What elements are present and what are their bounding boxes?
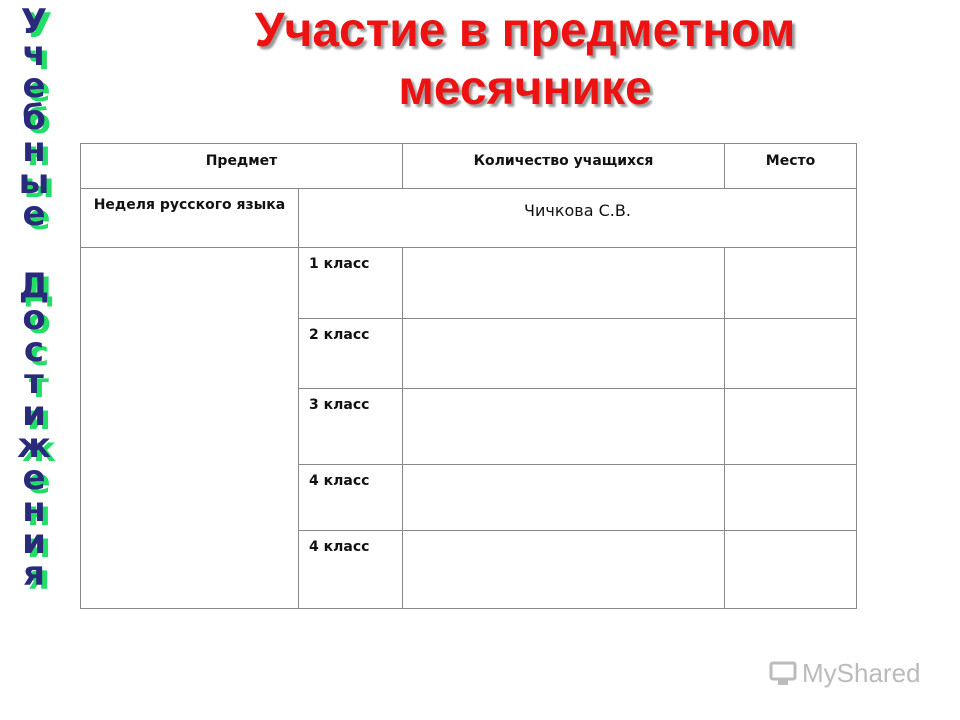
side-letter: о <box>22 298 46 338</box>
empty-cell <box>81 248 299 609</box>
side-letter: е <box>22 194 46 234</box>
shared-logo-icon <box>768 660 798 688</box>
side-letter: б <box>22 98 46 138</box>
side-letter: ы <box>18 162 50 202</box>
class-cell: 3 класс <box>299 389 403 465</box>
count-cell <box>403 465 725 531</box>
side-letter: т <box>24 362 44 402</box>
class-cell: 4 класс <box>299 465 403 531</box>
side-letter: н <box>22 490 46 530</box>
watermark-logo <box>768 658 921 689</box>
side-letter: и <box>22 522 46 562</box>
place-cell <box>725 248 857 319</box>
class-cell: 1 класс <box>299 248 403 319</box>
table-row <box>81 189 857 248</box>
header-place: Место <box>725 144 857 189</box>
teacher-cell: Чичкова С.В. <box>299 189 857 248</box>
side-letter: е <box>22 66 46 106</box>
count-cell <box>403 531 725 609</box>
results-table <box>80 143 857 609</box>
count-cell <box>403 319 725 389</box>
side-letter: У <box>20 2 48 42</box>
place-cell <box>725 389 857 465</box>
place-cell <box>725 531 857 609</box>
side-letter: я <box>23 554 45 594</box>
table-row <box>81 248 857 319</box>
side-letter: Д <box>18 266 50 306</box>
vertical-title <box>4 2 64 594</box>
side-letter: ч <box>22 34 46 74</box>
count-cell <box>403 389 725 465</box>
class-cell: 2 класс <box>299 319 403 389</box>
place-cell <box>725 465 857 531</box>
side-letter: и <box>22 394 46 434</box>
page-title: Участие в предметном месячнике <box>254 4 796 115</box>
side-letter: е <box>22 458 46 498</box>
side-letter: с <box>23 330 45 370</box>
side-letter: н <box>22 130 46 170</box>
watermark-text: MyShared <box>802 658 921 688</box>
header-subject: Предмет <box>81 144 403 189</box>
count-cell <box>403 248 725 319</box>
class-cell: 4 класс <box>299 531 403 609</box>
subject-cell: Неделя русского языка <box>81 189 299 248</box>
place-cell <box>725 319 857 389</box>
side-letter: ж <box>17 426 51 466</box>
header-row <box>81 144 857 189</box>
header-count: Количество учащихся <box>403 144 725 189</box>
